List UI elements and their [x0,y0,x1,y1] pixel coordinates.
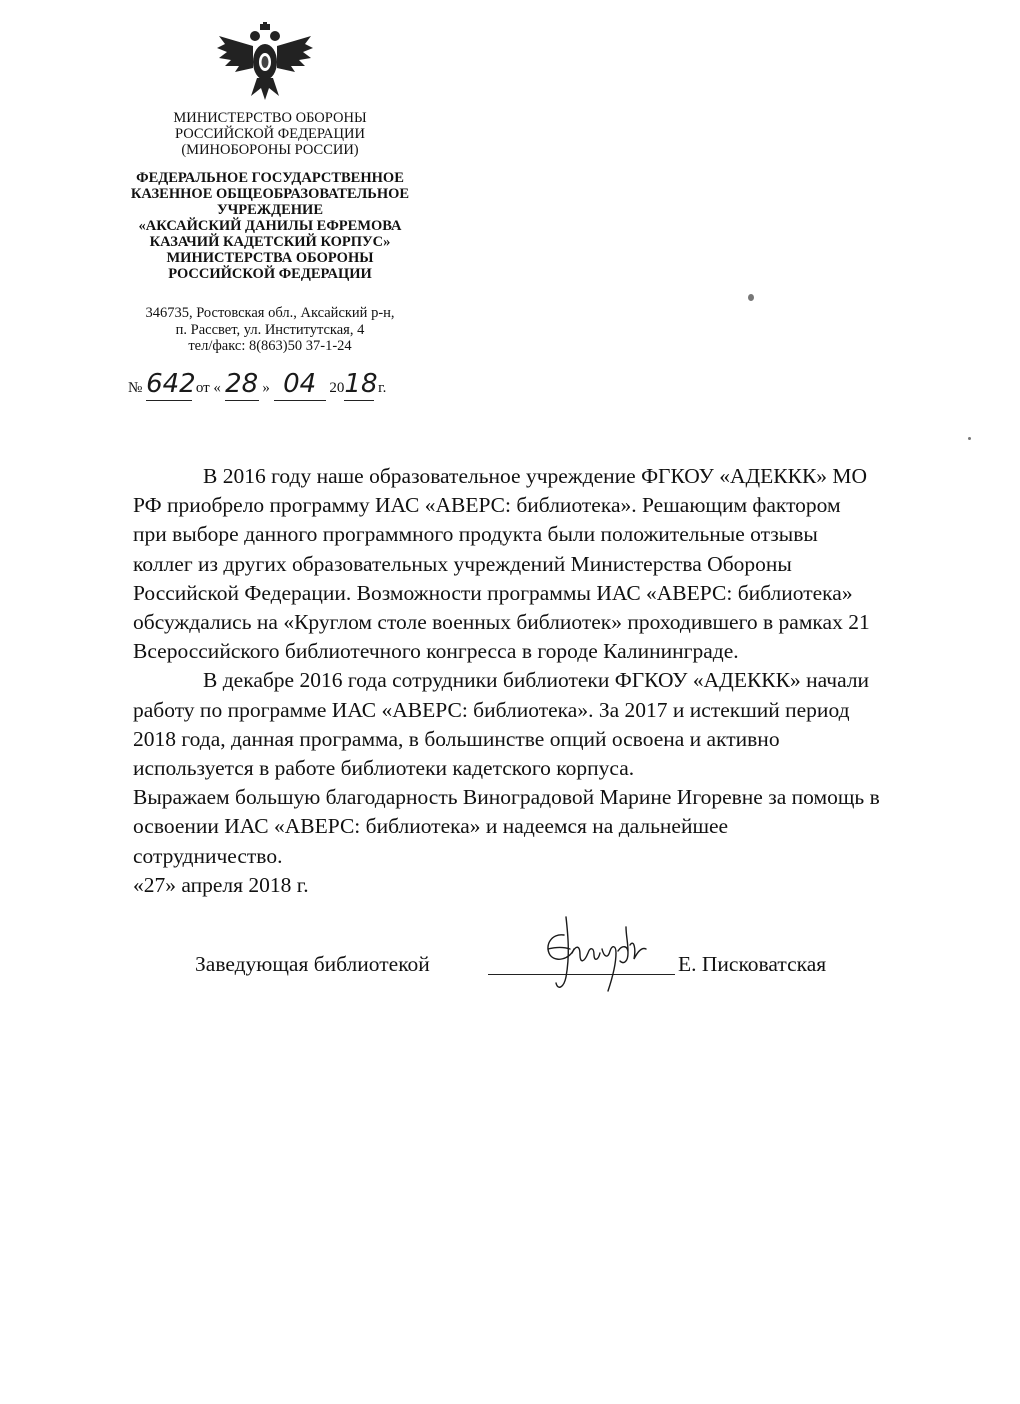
text-line: сотрудничество. [133,843,283,868]
paragraph-1 [133,462,943,666]
institution-line: КАЗЕННОЕ ОБЩЕОБРАЗОВАТЕЛЬНОЕ [130,186,410,202]
text-line: В 2016 году наше образовательное учреждение ФГКОУ «АДЕККК» МО [203,464,868,488]
day-field [225,369,259,401]
text-line: используется в работе библиотеки кадетского корпуса. [133,756,635,781]
text-line: обсуждались на «Круглом столе военных библиотек» проходившего в рамках 21 [133,610,870,635]
year-label: г. [378,380,387,396]
handwritten-signature [530,905,660,1000]
institution-header [95,170,445,282]
text-line: при выборе данного программного продукта были положительные отзывы [133,522,818,547]
registration-month: 04 [283,369,317,399]
text-line: В декабре 2016 года сотрудники библиотеки ФГКОУ «АДЕККК» начали [203,668,870,693]
registration-day: 28 [225,369,259,399]
text-line: Российской Федерации. Возможности программы ИАС «АВЕРС: библиотека» [133,580,853,605]
text-line: коллег из других образовательных учреждений Министерства Обороны [133,551,792,576]
text-line: 2018 года, данная программа, в большинстве опций освоена и активно [133,726,780,751]
signer-name: Е. Писковатская [678,952,827,976]
registration-line [128,369,428,402]
text-line: освоении ИАС «АВЕРС: библиотека» и надеемся на дальнейшее [133,814,729,839]
letter-date: «27» апреля 2018 г. [133,873,309,897]
institution-line: УЧРЕЖДЕНИЕ [216,202,324,218]
ministry-line: (МИНОБОРОНЫ РОССИИ) [181,142,359,158]
address-block [110,305,430,355]
address-line: 346735, Ростовская обл., Аксайский р-н, [145,305,395,321]
ministry-line: РОССИЙСКОЙ ФЕДЕРАЦИИ [175,126,365,142]
ministry-header [120,110,420,158]
text-line: Выражаем большую благодарность Виноградовой Марине Игоревне за помощь в [133,785,880,810]
scan-speck [968,437,971,440]
paragraph-2 [133,666,943,783]
month-field [274,369,326,401]
institution-line: РОССИЙСКОЙ ФЕДЕРАЦИИ [168,266,372,282]
number-field [146,369,196,401]
institution-line: КАЗАЧИЙ КАДЕТСКИЙ КОРПУС» [149,234,391,250]
year-field [344,369,378,401]
address-line: тел/факс: 8(863)50 37-1-24 [188,338,352,354]
double-headed-eagle-emblem [215,22,315,104]
institution-line: МИНИСТЕРСТВА ОБОРОНЫ [166,250,374,266]
address-line: п. Рассвет, ул. Институтская, 4 [175,321,365,338]
number-label: № [128,380,143,396]
text-line: РФ приобрело программу ИАС «АВЕРС: библиотека». Решающим фактором [133,493,841,518]
from-label: от « [195,380,221,396]
institution-line: «АКСАЙСКИЙ ДАНИЛЫ ЕФРЕМОВА [138,218,402,234]
registration-number: 642 [146,369,196,399]
text-line: Всероссийского библиотечного конгресса в городе Калининграде. [133,639,739,664]
letter-body [133,462,943,871]
registration-year: 18 [344,369,378,399]
institution-line: ФЕДЕРАЛЬНОЕ ГОСУДАРСТВЕННОЕ [136,170,404,186]
text-line: работу по программе ИАС «АВЕРС: библиотека». За 2017 и истекший период [133,697,850,722]
year-prefix: 20 [329,380,345,396]
close-quote: » [262,380,270,396]
signer-position: Заведующая библиотекой [195,952,430,976]
ministry-line: МИНИСТЕРСТВО ОБОРОНЫ [173,110,367,126]
scan-speck [748,294,754,301]
paragraph-3 [133,783,943,871]
